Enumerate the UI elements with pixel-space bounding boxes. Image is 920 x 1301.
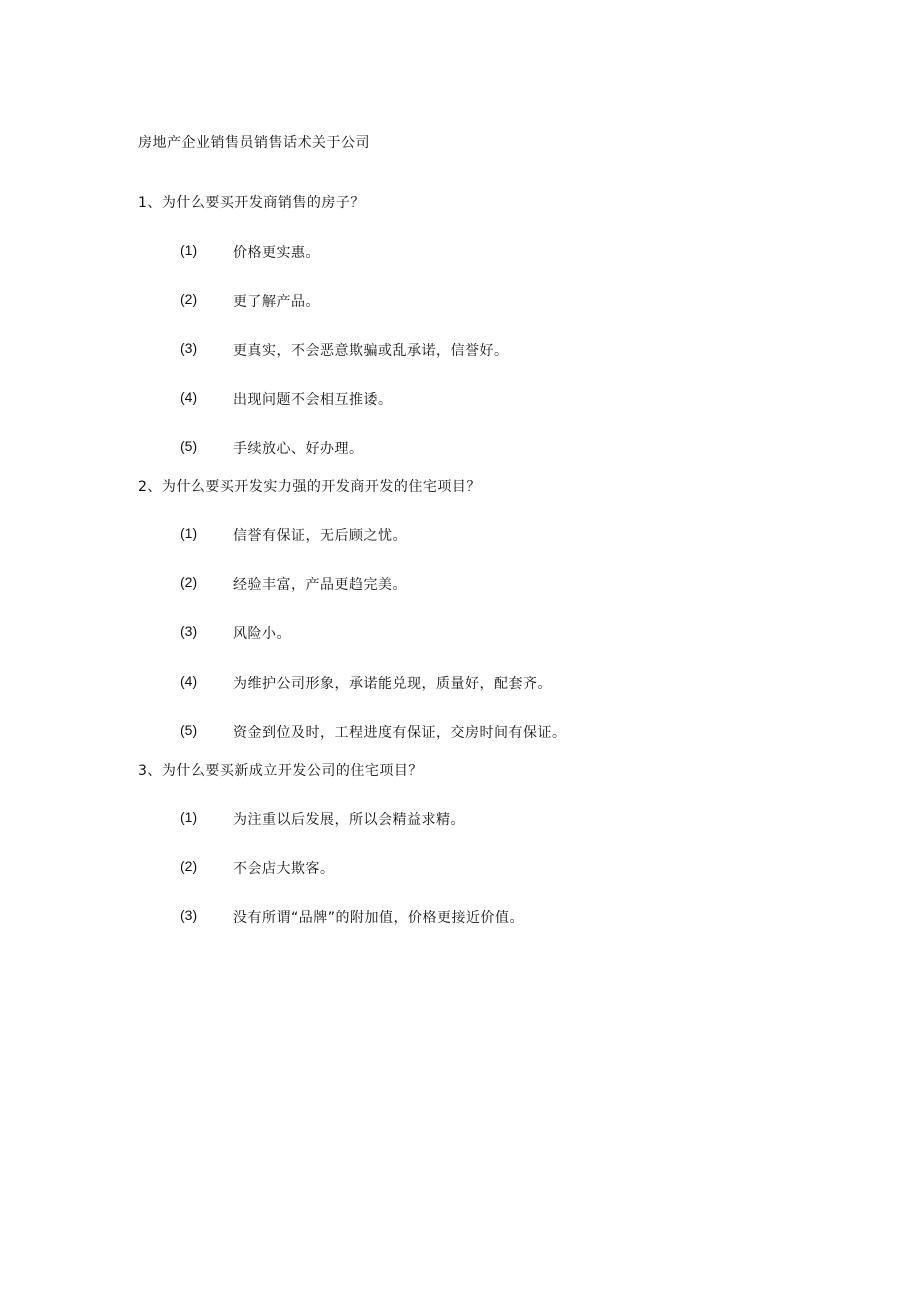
item-text: 资金到位及时，工程进度有保证，交房时间有保证。 bbox=[233, 725, 567, 741]
item-text: 风险小。 bbox=[233, 626, 291, 642]
item-number: (5) bbox=[180, 722, 198, 738]
item-number: (3) bbox=[180, 907, 198, 923]
item-text: 手续放心、好办理。 bbox=[233, 441, 364, 457]
item-text: 价格更实惠。 bbox=[233, 245, 320, 261]
item-number: (2) bbox=[180, 291, 198, 307]
item-number: (3) bbox=[180, 340, 198, 356]
item-number: (1) bbox=[180, 525, 198, 541]
item-number: (4) bbox=[180, 673, 198, 689]
question-1: 1、为什么要买开发商销售的房子？ bbox=[138, 195, 365, 211]
item-text: 不会店大欺客。 bbox=[233, 861, 335, 877]
item-text: 经验丰富，产品更趋完美。 bbox=[233, 577, 407, 593]
item-number: (4) bbox=[180, 389, 198, 405]
item-text: 为维护公司形象，承诺能兑现，质量好，配套齐。 bbox=[233, 676, 552, 692]
item-number: (1) bbox=[180, 809, 198, 825]
item-number: (3) bbox=[180, 623, 198, 639]
item-text: 出现问题不会相互推诿。 bbox=[233, 392, 393, 408]
item-number: (5) bbox=[180, 438, 198, 454]
question-3: 3、为什么要买新成立开发公司的住宅项目？ bbox=[138, 763, 423, 779]
item-text: 信誉有保证，无后顾之忧。 bbox=[233, 528, 407, 544]
item-number: (1) bbox=[180, 242, 198, 258]
question-2: 2、为什么要买开发实力强的开发商开发的住宅项目？ bbox=[138, 479, 481, 495]
item-text: 没有所谓“品牌”的附加值，价格更接近价值。 bbox=[233, 910, 525, 926]
item-number: (2) bbox=[180, 574, 198, 590]
item-text: 更了解产品。 bbox=[233, 294, 320, 310]
document-title: 房地产企业销售员销售话术关于公司 bbox=[138, 135, 370, 151]
item-text: 更真实，不会恶意欺骗或乱承诺，信誉好。 bbox=[233, 343, 509, 359]
item-text: 为注重以后发展，所以会精益求精。 bbox=[233, 812, 465, 828]
item-number: (2) bbox=[180, 858, 198, 874]
